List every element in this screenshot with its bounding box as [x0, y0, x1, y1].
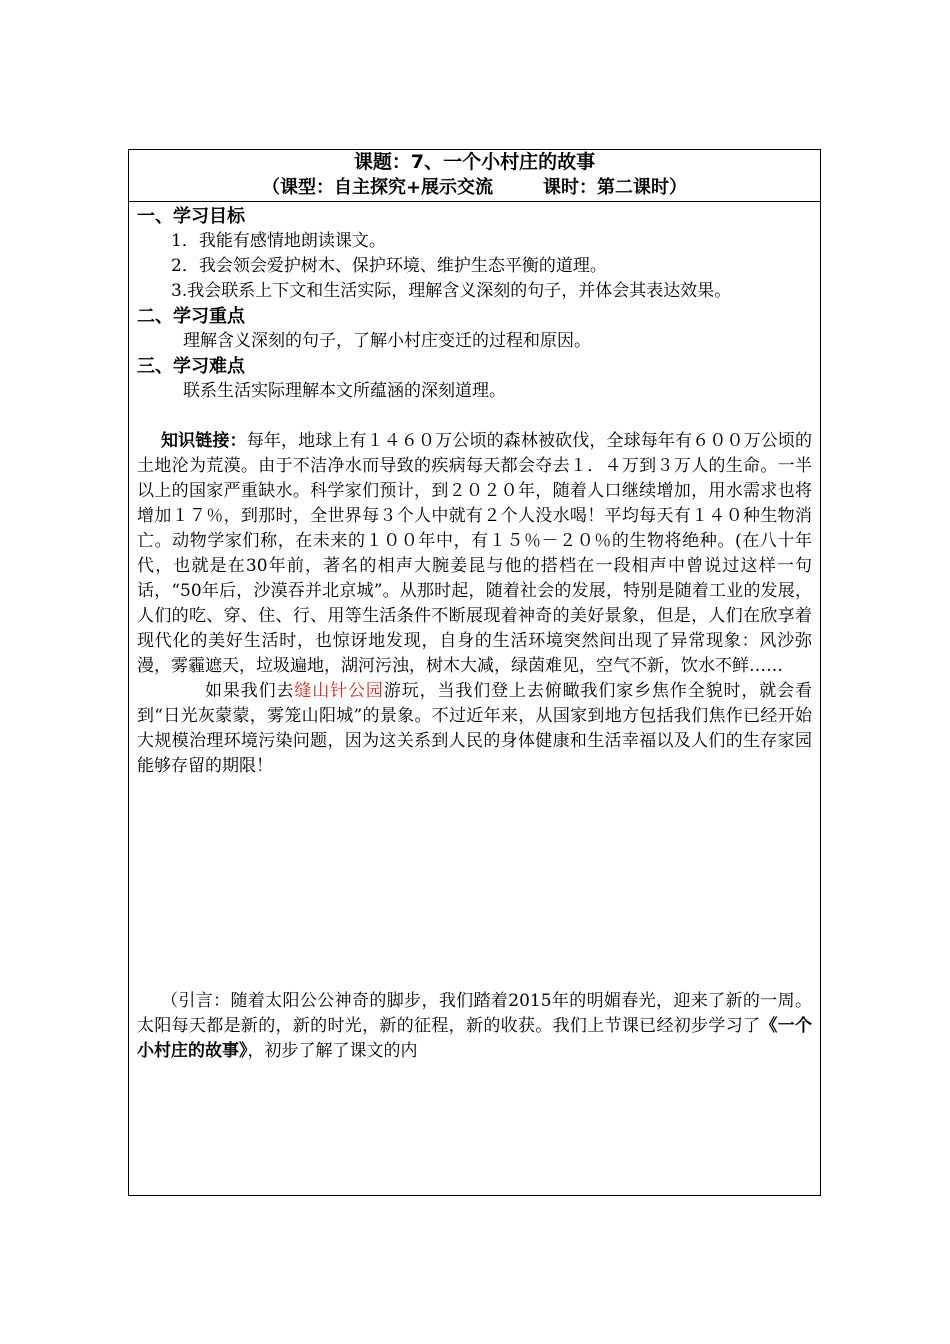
knowledge-link-label: 知识链接：	[161, 431, 247, 451]
lesson-plan-table	[128, 149, 821, 1196]
lesson-title: 课题：7、一个小村庄的故事	[353, 151, 596, 173]
knowledge-link-paragraph	[137, 429, 812, 679]
objectives-heading: 一、学习目标	[137, 206, 245, 227]
key-points-text: 理解含义深刻的句子，了解小村庄变迁的过程和原因。	[183, 331, 591, 351]
lesson-subtitle	[129, 175, 820, 200]
header-cell	[129, 150, 820, 202]
key-points-heading: 二、学习重点	[137, 306, 245, 327]
intro-paragraph: （引言：随着太阳公公神奇的脚步，我们踏着2015年的明媚春光，迎来了新的一周。太阳每天都是新的，新的时光，新的征程，新的收获。我们上节课已经初步学习了《一个小村庄的故事》，初步了解了课文的内	[137, 991, 813, 1061]
local-paragraph: 如果我们去缝山针公园游玩，当我们登上去俯瞰我们家乡焦作全貌时，就会看到“日光灰蒙蒙，雾笼山阳城”的景象。不过近年来，从国家到地方包括我们焦作已经开始大规模治理环境污染问题，因为这关系到人民的身体健康和生活幸福以及人们的生存家园能够存留的期限！	[137, 681, 813, 776]
park-name: 缝山针公园	[294, 681, 384, 701]
difficulties-text: 联系生活实际理解本文所蕴涵的深刻道理。	[183, 381, 506, 401]
knowledge-link-text: 每年，地球上有１４６０万公顷的森林被砍伐，全球每年有６００万公顷的土地沦为荒漠。由于不洁净水而导致的疾病每天都会夺去１．４万到３万人的生命。一半以上的国家严重缺水。科学家们预计，到２０２０年，随着人口继续增加，用水需求也将增加１７％，到那时，全世界每３个人中就有２个人没水喝！平均每天有１４０种生物消亡。动物学家们称，在未来的１００年中，有１５％－２０％的生物将绝种。(在八十年代，也就是在30年前，著名的相声大腕姜昆与他的搭档在一段相声中曾说过这样一句话，“50年后，沙漠吞并北京城”。从那时起，随着社会的发展，特别是随着工业的发展，人们的吃、穿、住、行、用等生活条件不断展现着神奇的美好景象，但是，人们在欣享着现代化的美好生活时，也惊讶地发现，自身的生活环境突然间出现了异常现象：风沙弥漫，雾霾遮天，垃圾遍地，湖河污浊，树木大减，绿茵难见，空气不新，饮水不鲜……	[137, 431, 813, 676]
lesson-type: （课型：自主探究+展示交流	[261, 177, 494, 198]
objective-item-2: 2．我会领会爱护树木、保护环境、维护生态平衡的道理。	[171, 256, 607, 276]
difficulties-heading: 三、学习难点	[137, 356, 245, 377]
book-title: 《一个小村庄的故事》	[137, 1016, 813, 1061]
lesson-period: 课时：第二课时）	[543, 177, 688, 198]
objective-item-3: 3.我会联系上下文和生活实际，理解含义深刻的句子，并体会其表达效果。	[171, 281, 732, 301]
objective-item-1: 1．我能有感情地朗读课文。	[171, 231, 386, 251]
content-cell	[129, 202, 820, 1064]
